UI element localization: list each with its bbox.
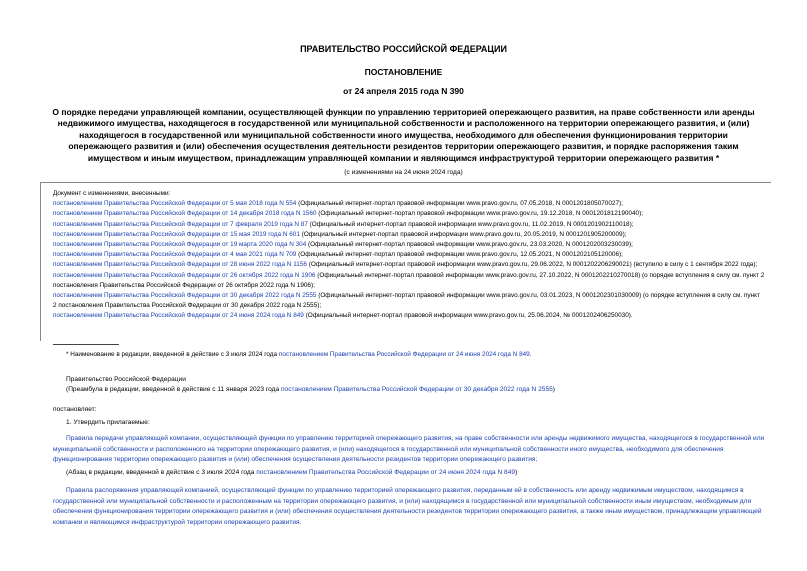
amendment-item — [53, 230, 765, 240]
footnote-text: * Наименование в редакции, введенной в действие с 3 июля 2024 года — [66, 351, 279, 358]
preamble-note-link[interactable]: постановлением Правительства Российской Федерации от 30 декабря 2022 года N 2555 — [280, 386, 553, 394]
amendment-link[interactable]: постановлением Правительства Российской Федерации от 14 декабря 2018 года N 1560 — [53, 210, 317, 218]
footnote-link[interactable]: постановлением Правительства Российской Федерации от 24 июня 2024 года N 849 — [278, 351, 530, 358]
amendment-link[interactable]: постановлением Правительства Российской Федерации от 4 мая 2021 года N 709 — [53, 251, 297, 259]
amendment-item — [53, 291, 765, 311]
amendment-link[interactable]: постановлением Правительства Российской Федерации от 19 марта 2020 года N 304 — [53, 241, 307, 249]
amendment-item — [53, 250, 765, 260]
amendment-details: (Официальный интернет-портал правовой информации www.pravo.gov.ru, 12.05.2021, N 0001202105120006); — [296, 251, 623, 259]
amendment-link[interactable]: постановлением Правительства Российской Федерации от 30 декабря 2022 года N 2555 — [53, 292, 317, 300]
rules-transfer-link[interactable]: Правила передачи управляющей компании, осуществляющей функции по управлению территорией опережающего развития, на праве собственности или аренды недвижимого имущества, находящегося в государственной или муниципальной собственности и расположенного на территории опережающего развития, и (или) находящегося в государственной или муниципальной собственности иного имущества, необходимого для обеспечения функционирования территории опережающего развития и (или) обеспечения осуществления деятельности резидентов территории опережающего развития; — [53, 435, 765, 464]
amendment-item — [53, 199, 765, 209]
amendment-details: (Официальный интернет-портал правовой информации www.pravo.gov.ru, 23.03.2020, N 0001202003230039); — [306, 241, 633, 249]
abzac-note-link[interactable]: постановлением Правительства Российской Федерации от 24 июня 2024 года N 849 — [256, 469, 516, 476]
amendment-link[interactable]: постановлением Правительства Российской Федерации от 15 мая 2019 года N 601 — [53, 230, 300, 238]
amendments-box — [40, 182, 771, 341]
changes-note: (с изменениями на 24 июня 2024 года) — [344, 169, 463, 176]
preamble-note-text: (Преамбула в редакции, введенной в действие с 11 января 2023 года — [66, 386, 281, 394]
document-type: ПОСТАНОВЛЕНИЕ — [364, 67, 443, 77]
document-title: О порядке передачи управляющей компании, осуществляющей функции по управлению территорией опережающего развития, на праве собственности или аренды недвижимого имущества, находящегося в государственной или муниципальной собственности и расположенного на территории опережающего развития, и (или) находящегося в государственной или муниципальной собственности иного имущества, необходимого для обеспечения функционирования территории опережающего развития и (или) обеспечения осуществления деятельности резидентов территории опережающего развития, и порядке распоряжения таким имуществом и иным имуществом, принадлежащим управляющей компании и являющимся инфраструктурой территории опережающего развития * — [52, 107, 755, 163]
preamble-government: Правительство Российской Федерации — [66, 376, 186, 383]
abzac-note-suffix: ) — [515, 469, 518, 476]
amendment-link[interactable]: постановлением Правительства Российской Федерации от 26 октября 2022 года N 1906 — [53, 271, 316, 279]
footnote-divider — [53, 344, 119, 345]
amendment-link[interactable]: постановлением Правительства Российской Федерации от 24 июня 2024 года N 849 — [53, 312, 304, 320]
amendment-details: (Официальный интернет-портал правовой информации www.pravo.gov.ru, 03.01.2023, N 0001202301030009) (о порядке вступления в силу см. пункт 2 постановления Правительства Российской Федерации от 30 декабря 2022 года N 2555); — [53, 292, 760, 310]
amendment-item — [53, 311, 765, 321]
amendment-item — [53, 209, 765, 219]
amendment-details: (Официальный интернет-портал правовой информации www.pravo.gov.ru, 20.05.2019, N 0001201905200009); — [299, 230, 627, 238]
approve-item: 1. Утвердить прилагаемые: — [66, 419, 150, 426]
amendment-item — [53, 260, 765, 270]
amendment-details: (Официальный интернет-портал правовой информации www.pravo.gov.ru, 29.06.2022, N 0001202206290021) (вступило в силу с 1 сентября 2022 года); — [306, 261, 758, 269]
abzac-note — [66, 468, 778, 479]
amendment-details: (Официальный интернет-портал правовой информации www.pravo.gov.ru, 27.10.2022, N 0001202210270018) (о порядке вступления в силу см. пункт 2 постановления Правительства Российской Федерации от 26 октября 2022 года N 1906); — [53, 271, 765, 289]
amendment-link[interactable]: постановлением Правительства Российской Федерации от 28 июня 2022 года N 1156 — [53, 261, 307, 269]
title-footnote — [66, 351, 532, 358]
footnote-suffix: . — [529, 351, 532, 358]
decides-text: постановляет: — [53, 406, 97, 413]
amendments-list — [53, 189, 765, 322]
amendment-link[interactable]: постановлением Правительства Российской Федерации от 5 мая 2018 года N 554 — [53, 200, 297, 208]
rules-disposal-link[interactable]: Правила распоряжения управляющей компанией, осуществляющей функции по управлению территорией опережающего развития, переданным ей в собственность или аренду недвижимым имуществом, находящимся в государственной или муниципальной собственности и расположенным на территории опережающего развития, и (или) находящимся в государственной или муниципальной собственности иным имуществом, необходимым для обеспечения функционирования территории опережающего развития и (или) обеспечения осуществления деятельности резидентов территории опережающего развития, а также иным имуществом, принадлежащим управляющей компании и являющимся инфраструктурой территории опережающего развития. — [53, 487, 762, 526]
document-date-number: от 24 апреля 2015 года N 390 — [343, 86, 464, 96]
amendment-link[interactable]: постановлением Правительства Российской Федерации от 7 февраля 2019 года N 87 — [53, 220, 308, 228]
amendment-details: (Официальный интернет-портал правовой информации www.pravo.gov.ru, 25.06.2024, № 0001202406250030). — [303, 312, 633, 320]
preamble-note — [66, 385, 555, 395]
amendment-item — [53, 220, 765, 230]
amendment-details: (Официальный интернет-портал правовой информации www.pravo.gov.ru, 07.05.2018, N 0001201805070027); — [296, 200, 623, 208]
preamble — [66, 375, 555, 396]
amendment-details: (Официальный интернет-портал правовой информации www.pravo.gov.ru, 19.12.2018, N 0001201812190040); — [316, 210, 644, 218]
amendment-item — [53, 240, 765, 250]
amendments-heading: Документ с изменениями, внесенными: — [53, 190, 171, 197]
government-heading: ПРАВИТЕЛЬСТВО РОССИЙСКОЙ ФЕДЕРАЦИИ — [300, 44, 507, 54]
amendment-details: (Официальный интернет-портал правовой информации www.pravo.gov.ru, 11.02.2019, N 0001201902110018); — [307, 220, 634, 228]
abzac-note-text: (Абзац в редакции, введенной в действие с 3 июля 2024 года — [66, 469, 257, 476]
preamble-note-suffix: ) — [552, 386, 555, 394]
amendment-item — [53, 271, 765, 291]
